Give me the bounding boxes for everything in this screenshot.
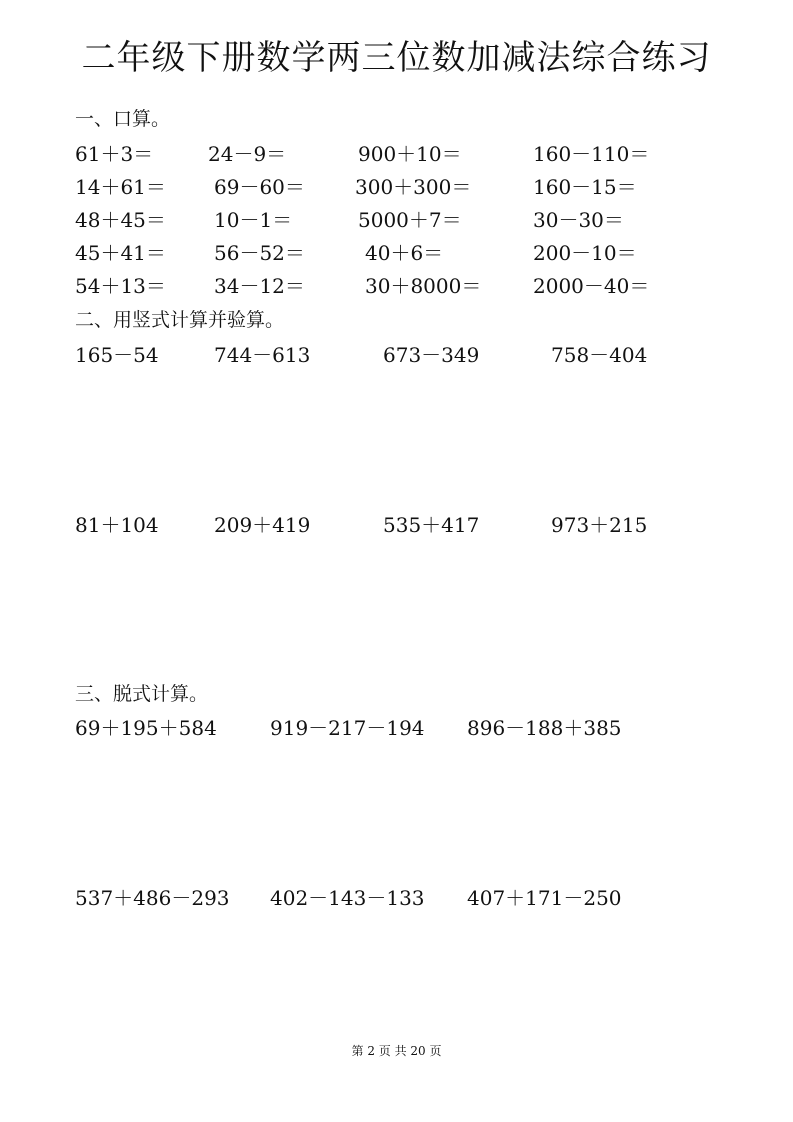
oral-problem: 5000＋7＝ bbox=[358, 208, 462, 232]
oral-problem: 300＋300＝ bbox=[355, 175, 472, 199]
vertical-problem: 744－613 bbox=[214, 343, 311, 367]
stepwise-problem: 69＋195＋584 bbox=[75, 716, 217, 740]
vertical-problem: 535＋417 bbox=[383, 513, 480, 537]
vertical-problem: 973＋215 bbox=[551, 513, 648, 537]
oral-problem: 48＋45＝ bbox=[75, 208, 166, 232]
page-number-footer: 第 2 页 共 20 页 bbox=[351, 1044, 442, 1058]
oral-problem: 900＋10＝ bbox=[358, 142, 462, 166]
oral-problem: 14＋61＝ bbox=[75, 175, 166, 199]
vertical-problem: 673－349 bbox=[383, 343, 480, 367]
vertical-problem: 209＋419 bbox=[214, 513, 311, 537]
oral-problem: 160－110＝ bbox=[533, 142, 650, 166]
page-title: 二年级下册数学两三位数加减法综合练习 bbox=[81, 38, 712, 78]
oral-problem: 10－1＝ bbox=[214, 208, 293, 232]
oral-problem: 34－12＝ bbox=[214, 274, 305, 298]
stepwise-problem: 537＋486－293 bbox=[75, 886, 230, 910]
oral-problem: 24－9＝ bbox=[208, 142, 287, 166]
vertical-problem: 165－54 bbox=[75, 343, 159, 367]
stepwise-problem: 407＋171－250 bbox=[467, 886, 622, 910]
section-heading-vertical: 二、用竖式计算并验算。 bbox=[75, 309, 285, 331]
vertical-problem: 758－404 bbox=[551, 343, 648, 367]
oral-problem: 54＋13＝ bbox=[75, 274, 166, 298]
oral-problem: 69－60＝ bbox=[214, 175, 305, 199]
oral-problem: 45＋41＝ bbox=[75, 241, 166, 265]
oral-problem: 30＋8000＝ bbox=[365, 274, 482, 298]
oral-problem: 200－10＝ bbox=[533, 241, 637, 265]
oral-problem: 40＋6＝ bbox=[365, 241, 444, 265]
section-heading-stepwise: 三、脱式计算。 bbox=[75, 683, 209, 705]
oral-problem: 2000－40＝ bbox=[533, 274, 650, 298]
stepwise-problem: 402－143－133 bbox=[270, 886, 425, 910]
oral-problem: 30－30＝ bbox=[533, 208, 624, 232]
vertical-problem: 81＋104 bbox=[75, 513, 159, 537]
oral-problem: 61＋3＝ bbox=[75, 142, 154, 166]
oral-problem: 56－52＝ bbox=[214, 241, 305, 265]
oral-problem: 160－15＝ bbox=[533, 175, 637, 199]
stepwise-problem: 919－217－194 bbox=[270, 716, 425, 740]
stepwise-problem: 896－188＋385 bbox=[467, 716, 622, 740]
section-heading-oral: 一、口算。 bbox=[75, 108, 171, 130]
